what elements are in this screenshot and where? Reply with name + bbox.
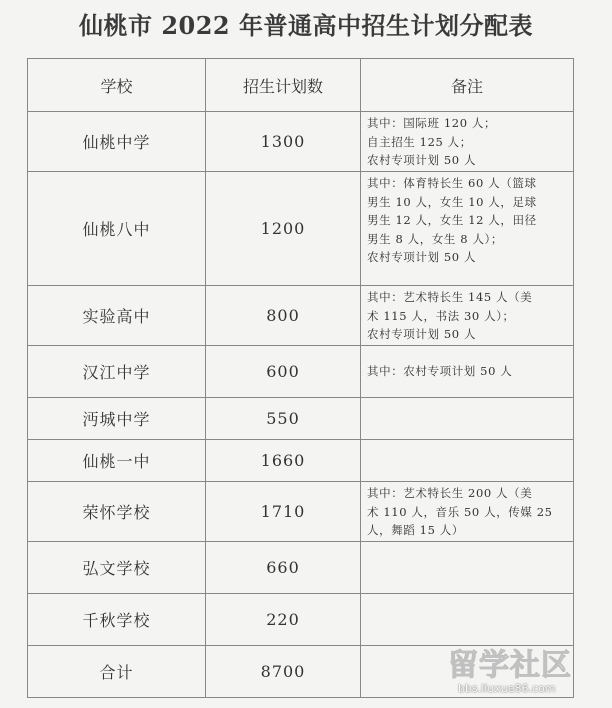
note-cell xyxy=(361,542,574,594)
total-plan-count: 8700 xyxy=(206,646,361,698)
note-line: 男生 8 人，女生 8 人）； xyxy=(367,231,504,246)
note-line: 其中：艺术特长生 200 人（美 xyxy=(367,486,533,500)
school-name: 仙桃八中 xyxy=(28,172,206,286)
note-line: 农村专项计划 50 人 xyxy=(367,250,477,264)
plan-count: 660 xyxy=(206,542,361,594)
note-line: 其中：国际班 120 人； xyxy=(367,116,497,130)
plan-count: 1710 xyxy=(206,482,361,542)
note-line: 农村专项计划 50 人 xyxy=(367,327,477,341)
note-line: 术 110 人，音乐 50 人，传媒 25 xyxy=(367,504,553,519)
table-row xyxy=(28,482,574,542)
plan-count: 600 xyxy=(206,346,361,398)
school-name: 沔城中学 xyxy=(28,398,206,440)
watermark-url: bbs.liuxue86.com xyxy=(458,682,556,695)
table-row xyxy=(28,286,574,346)
plan-count: 1660 xyxy=(206,440,361,482)
table-row xyxy=(28,112,574,172)
note-cell xyxy=(361,482,574,542)
note-line: 自主招生 125 人； xyxy=(367,134,472,149)
watermark xyxy=(448,640,608,706)
note-cell xyxy=(361,172,574,286)
watermark-logo: 留学社区 xyxy=(448,648,572,683)
school-name: 仙桃中学 xyxy=(28,112,206,172)
plan-count: 550 xyxy=(206,398,361,440)
header-plan: 招生计划数 xyxy=(206,59,361,112)
table-row xyxy=(28,440,574,482)
note-line: 其中：农村专项计划 50 人 xyxy=(367,364,513,379)
note-cell xyxy=(361,398,574,440)
note-line: 其中：艺术特长生 145 人（美 xyxy=(367,290,533,304)
school-name: 千秋学校 xyxy=(28,594,206,646)
plan-count: 1300 xyxy=(206,112,361,172)
header-row xyxy=(28,59,574,112)
header-school: 学校 xyxy=(28,59,206,112)
note-cell xyxy=(361,440,574,482)
plan-count: 220 xyxy=(206,594,361,646)
school-name: 实验高中 xyxy=(28,286,206,346)
total-label: 合计 xyxy=(28,646,206,698)
note-cell xyxy=(361,286,574,346)
page-title: 仙桃市 2022 年普通高中招生计划分配表 xyxy=(78,11,533,40)
enrollment-table xyxy=(27,58,574,698)
note-line: 男生 12 人，女生 12 人，田径 xyxy=(367,213,537,227)
note-line: 农村专项计划 50 人 xyxy=(367,153,477,167)
school-name: 汉江中学 xyxy=(28,346,206,398)
note-line: 术 115 人，书法 30 人）； xyxy=(367,308,515,323)
school-name: 荣怀学校 xyxy=(28,482,206,542)
plan-count: 1200 xyxy=(206,172,361,286)
note-line: 其中：体育特长生 60 人（篮球 xyxy=(367,176,537,190)
note-cell xyxy=(361,594,574,646)
note-line: 人，舞蹈 15 人） xyxy=(367,523,464,537)
table-row xyxy=(28,172,574,286)
table-row xyxy=(28,346,574,398)
header-note: 备注 xyxy=(361,59,574,112)
table-row xyxy=(28,594,574,646)
school-name: 弘文学校 xyxy=(28,542,206,594)
school-name: 仙桃一中 xyxy=(28,440,206,482)
note-cell xyxy=(361,346,574,398)
table-row xyxy=(28,542,574,594)
plan-count: 800 xyxy=(206,286,361,346)
note-line: 男生 10 人，女生 10 人，足球 xyxy=(367,194,537,209)
table-row xyxy=(28,398,574,440)
note-cell xyxy=(361,112,574,172)
